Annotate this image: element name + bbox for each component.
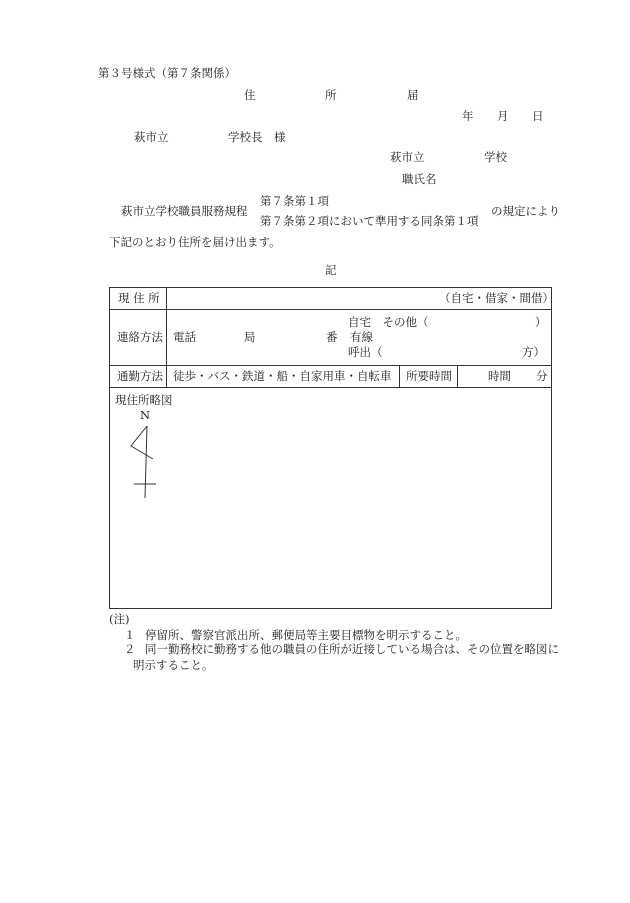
date-day: 日 xyxy=(532,109,544,123)
body-line-2: 下記のとおり住所を届け出ます。 xyxy=(109,235,281,249)
commute-minutes: 分 xyxy=(536,369,548,383)
row-divider-1 xyxy=(110,309,551,310)
note-1-number: １ xyxy=(124,628,136,642)
title-char-2: 所 xyxy=(325,88,337,102)
phone-kyoku: 局 xyxy=(244,330,256,344)
commute-hours: 時間 xyxy=(488,369,511,383)
label-column-divider xyxy=(166,288,167,387)
title-char-1: 住 xyxy=(244,88,256,102)
contact-wired: 有線 xyxy=(350,330,373,344)
regulation-clause-2: 第７条第２項において準用する同条第１項 xyxy=(260,214,479,228)
note-2-number: ２ xyxy=(124,642,136,656)
date-year: 年 xyxy=(462,109,474,123)
contact-label: 連絡方法 xyxy=(117,330,163,344)
contact-other-close: ） xyxy=(535,315,547,329)
note-1-text: 停留所、警察官派出所、郵便局等主要目標物を明示すること。 xyxy=(145,628,467,642)
contact-home-other: 自宅 その他（ xyxy=(348,315,429,329)
notes-heading: (注) xyxy=(109,612,130,626)
north-arrow-icon xyxy=(130,422,170,502)
phone-label: 電話 xyxy=(173,330,196,344)
time-label-divider-left xyxy=(399,366,400,387)
regulation-name: 萩市立学校職員服務規程 xyxy=(121,204,248,218)
map-label: 現住所略図 xyxy=(115,393,173,407)
phone-ban: 番 xyxy=(326,330,338,344)
regulation-clause-1: 第７条第１項 xyxy=(260,194,329,208)
commute-methods[interactable]: 徒歩・バス・鉄道・船・自家用車・自転車 xyxy=(173,369,392,383)
sender-school: 学校 xyxy=(484,150,507,164)
row-divider-2 xyxy=(110,365,551,366)
date-month: 月 xyxy=(497,109,509,123)
north-label: N xyxy=(140,408,151,422)
addressee-prefix: 萩市立 xyxy=(134,130,169,144)
address-type-options[interactable]: （自宅・借家・間借） xyxy=(439,291,554,305)
address-form-table xyxy=(109,287,552,609)
time-label-divider-right xyxy=(457,366,458,387)
commute-time-label: 所要時間 xyxy=(406,369,452,383)
row-divider-3 xyxy=(110,387,551,388)
regulation-suffix: の規定により xyxy=(491,204,560,218)
contact-call: 呼出（ xyxy=(348,345,383,359)
address-label: 現 住 所 xyxy=(118,291,160,305)
sender-name: 職氏名 xyxy=(402,172,437,186)
addressee-suffix: 学校長 様 xyxy=(228,130,286,144)
note-2-text: 同一勤務校に勤務する他の職員の住所が近接している場合は、その位置を略図に xyxy=(145,642,559,656)
commute-label: 通勤方法 xyxy=(117,369,163,383)
note-2-text-continued: 明示すること。 xyxy=(133,658,214,672)
ki-heading: 記 xyxy=(325,263,337,277)
contact-call-close: 方） xyxy=(522,345,545,359)
form-number: 第３号様式（第７条関係） xyxy=(98,66,236,80)
sender-prefix: 萩市立 xyxy=(390,150,425,164)
title-char-3: 届 xyxy=(407,88,419,102)
